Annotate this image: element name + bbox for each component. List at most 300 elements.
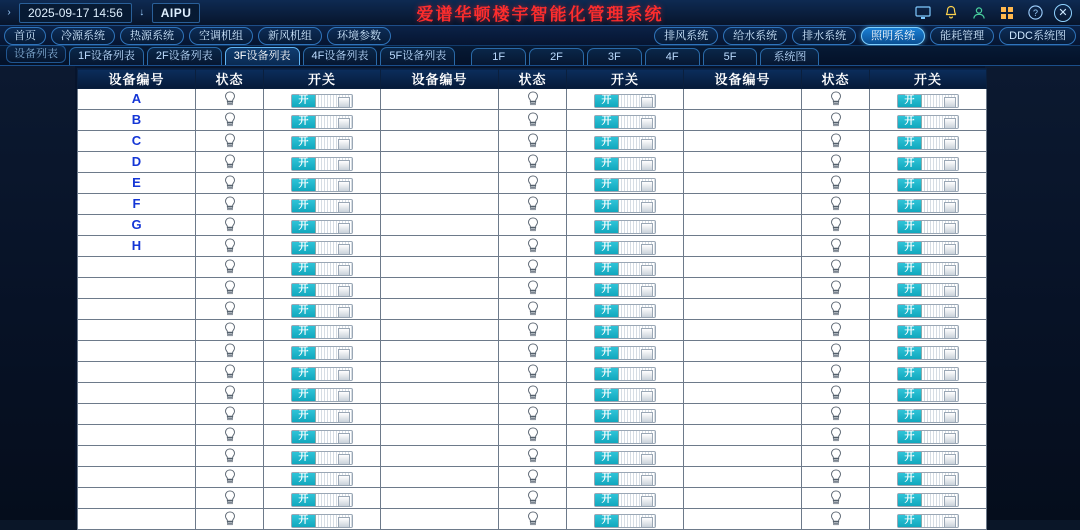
device-switch[interactable] xyxy=(594,157,656,171)
device-switch[interactable] xyxy=(291,346,353,360)
switch-on-label: 开 xyxy=(292,179,316,191)
nav-item-home[interactable]: 首页 xyxy=(4,27,46,45)
cell-device-id xyxy=(78,236,196,257)
cell-switch[interactable] xyxy=(567,488,684,509)
cell-switch[interactable] xyxy=(567,110,684,131)
nav-item-energy-management[interactable]: 能耗管理 xyxy=(930,27,994,45)
switch-track[interactable] xyxy=(922,515,958,527)
cell-switch[interactable] xyxy=(870,278,987,299)
switch-track[interactable] xyxy=(619,263,655,275)
cell-device-id xyxy=(684,152,802,173)
cell-switch[interactable] xyxy=(264,215,381,236)
table-row xyxy=(78,236,987,257)
device-switch[interactable] xyxy=(594,367,656,381)
switch-track[interactable] xyxy=(619,95,655,107)
table-header-row xyxy=(78,69,987,89)
switch-track[interactable] xyxy=(316,137,352,149)
switch-track[interactable] xyxy=(619,410,655,422)
tab-2f-device-list[interactable]: 2F设备列表 xyxy=(147,47,222,65)
cell-status xyxy=(499,299,567,320)
switch-track[interactable] xyxy=(619,242,655,254)
cell-status xyxy=(196,341,264,362)
switch-track[interactable] xyxy=(922,200,958,212)
cell-switch[interactable] xyxy=(870,257,987,278)
cell-switch[interactable] xyxy=(567,404,684,425)
device-switch[interactable] xyxy=(594,472,656,486)
device-switch[interactable] xyxy=(594,451,656,465)
cell-switch[interactable] xyxy=(870,467,987,488)
device-switch[interactable] xyxy=(594,199,656,213)
cell-switch[interactable] xyxy=(870,383,987,404)
switch-track[interactable] xyxy=(922,158,958,170)
cell-switch[interactable] xyxy=(870,194,987,215)
switch-track[interactable] xyxy=(316,473,352,485)
device-switch[interactable] xyxy=(897,514,959,528)
cell-switch[interactable] xyxy=(870,236,987,257)
switch-on-label: 开 xyxy=(292,305,316,317)
switch-track[interactable] xyxy=(922,179,958,191)
device-switch[interactable] xyxy=(897,115,959,129)
switch-track[interactable] xyxy=(316,347,352,359)
cell-status xyxy=(196,173,264,194)
device-switch[interactable] xyxy=(594,514,656,528)
cell-switch[interactable] xyxy=(567,215,684,236)
device-switch[interactable] xyxy=(291,115,353,129)
close-icon[interactable]: ✕ xyxy=(1054,4,1072,22)
lightbulb-icon xyxy=(221,237,239,254)
device-switch[interactable] xyxy=(594,325,656,339)
tab-bar xyxy=(0,46,1080,66)
device-switch[interactable] xyxy=(897,409,959,423)
switch-track[interactable] xyxy=(316,284,352,296)
lightbulb-icon xyxy=(221,342,239,359)
switch-track[interactable] xyxy=(922,221,958,233)
device-switch[interactable] xyxy=(594,283,656,297)
device-switch[interactable] xyxy=(897,430,959,444)
lightbulb-icon xyxy=(524,405,542,422)
switch-track[interactable] xyxy=(922,137,958,149)
cell-switch[interactable] xyxy=(264,404,381,425)
cell-switch[interactable] xyxy=(870,89,987,110)
tab-2f[interactable]: 2F xyxy=(529,48,584,65)
switch-track[interactable] xyxy=(922,284,958,296)
cell-status xyxy=(196,467,264,488)
cell-device-id xyxy=(381,236,499,257)
cell-switch[interactable] xyxy=(264,341,381,362)
device-switch[interactable] xyxy=(594,388,656,402)
device-switch[interactable] xyxy=(897,136,959,150)
nav-item-water-supply[interactable]: 给水系统 xyxy=(723,27,787,45)
cell-switch[interactable] xyxy=(264,383,381,404)
nav-item-lighting[interactable]: 照明系统 xyxy=(861,27,925,45)
device-switch[interactable] xyxy=(291,262,353,276)
cell-switch[interactable] xyxy=(870,446,987,467)
cell-switch[interactable] xyxy=(567,446,684,467)
nav-item-drainage[interactable]: 排水系统 xyxy=(792,27,856,45)
cell-switch[interactable] xyxy=(264,173,381,194)
device-switch[interactable] xyxy=(291,514,353,528)
device-switch[interactable] xyxy=(291,178,353,192)
cell-device-id xyxy=(684,467,802,488)
switch-track[interactable] xyxy=(316,221,352,233)
switch-track[interactable] xyxy=(316,158,352,170)
cell-switch[interactable] xyxy=(264,299,381,320)
device-switch[interactable] xyxy=(897,262,959,276)
switch-track[interactable] xyxy=(619,494,655,506)
nav-item-cold-source[interactable]: 冷源系统 xyxy=(51,27,115,45)
cell-switch[interactable] xyxy=(264,194,381,215)
cell-status xyxy=(196,278,264,299)
collapse-arrow-icon[interactable]: › xyxy=(7,7,11,18)
lightbulb-icon xyxy=(524,132,542,149)
tab-1f-device-list[interactable]: 1F设备列表 xyxy=(69,47,144,65)
cell-switch[interactable] xyxy=(870,509,987,530)
switch-track[interactable] xyxy=(316,326,352,338)
switch-on-label: 开 xyxy=(595,95,619,107)
switch-track[interactable] xyxy=(316,179,352,191)
cell-switch[interactable] xyxy=(567,320,684,341)
cell-device-id xyxy=(684,509,802,530)
cell-device-id xyxy=(78,194,196,215)
device-switch[interactable] xyxy=(594,115,656,129)
device-switch[interactable] xyxy=(291,409,353,423)
cell-switch[interactable] xyxy=(264,362,381,383)
cell-status xyxy=(802,488,870,509)
switch-track[interactable] xyxy=(316,368,352,380)
cell-switch[interactable] xyxy=(870,110,987,131)
device-switch[interactable] xyxy=(594,493,656,507)
monitor-icon[interactable] xyxy=(914,4,932,22)
cell-device-id xyxy=(78,509,196,530)
nav-item-fresh-air-unit[interactable]: 新风机组 xyxy=(258,27,322,45)
tab-3f[interactable]: 3F xyxy=(587,48,642,65)
device-switch[interactable] xyxy=(594,136,656,150)
tab-4f-device-list[interactable]: 4F设备列表 xyxy=(303,47,378,65)
switch-track[interactable] xyxy=(316,305,352,317)
cell-device-id xyxy=(381,362,499,383)
cell-switch[interactable] xyxy=(870,320,987,341)
cell-status xyxy=(499,362,567,383)
switch-on-label: 开 xyxy=(292,158,316,170)
device-switch[interactable] xyxy=(897,367,959,381)
cell-switch[interactable] xyxy=(567,467,684,488)
tab-1f[interactable]: 1F xyxy=(471,48,526,65)
user-icon[interactable] xyxy=(970,4,988,22)
switch-track[interactable] xyxy=(922,368,958,380)
table-row xyxy=(78,509,987,530)
cell-switch[interactable] xyxy=(264,320,381,341)
device-switch[interactable] xyxy=(897,451,959,465)
tab-4f[interactable]: 4F xyxy=(645,48,700,65)
device-switch[interactable] xyxy=(594,241,656,255)
cell-device-id xyxy=(78,173,196,194)
cell-switch[interactable] xyxy=(264,131,381,152)
nav-item-ac-unit[interactable]: 空调机组 xyxy=(189,27,253,45)
device-arrow-icon[interactable]: ↓ xyxy=(139,7,145,18)
switch-on-label: 开 xyxy=(898,326,922,338)
cell-device-id xyxy=(381,110,499,131)
switch-track[interactable] xyxy=(619,389,655,401)
cell-switch[interactable] xyxy=(567,299,684,320)
switch-track[interactable] xyxy=(922,347,958,359)
switch-track[interactable] xyxy=(316,410,352,422)
device-switch[interactable] xyxy=(897,241,959,255)
switch-track[interactable] xyxy=(316,95,352,107)
switch-track[interactable] xyxy=(619,305,655,317)
switch-track[interactable] xyxy=(619,368,655,380)
cell-switch[interactable] xyxy=(567,152,684,173)
lightbulb-icon xyxy=(221,174,239,191)
cell-status xyxy=(499,173,567,194)
device-switch[interactable] xyxy=(594,262,656,276)
cell-device-id xyxy=(78,278,196,299)
cell-switch[interactable] xyxy=(264,278,381,299)
cell-device-id xyxy=(381,404,499,425)
cell-switch[interactable] xyxy=(870,488,987,509)
device-switch[interactable] xyxy=(291,493,353,507)
table-row xyxy=(78,488,987,509)
switch-track[interactable] xyxy=(316,494,352,506)
cell-switch[interactable] xyxy=(567,341,684,362)
device-switch[interactable] xyxy=(594,304,656,318)
switch-on-label: 开 xyxy=(292,284,316,296)
nav-item-heat-source[interactable]: 热源系统 xyxy=(120,27,184,45)
device-switch[interactable] xyxy=(594,220,656,234)
cell-switch[interactable] xyxy=(264,425,381,446)
switch-track[interactable] xyxy=(619,200,655,212)
switch-track[interactable] xyxy=(316,452,352,464)
switch-track[interactable] xyxy=(316,200,352,212)
main-nav xyxy=(0,26,1080,46)
cell-switch[interactable] xyxy=(264,89,381,110)
device-switch[interactable] xyxy=(291,241,353,255)
cell-status xyxy=(196,299,264,320)
lightbulb-icon xyxy=(827,258,845,275)
device-switch[interactable] xyxy=(897,304,959,318)
device-switch[interactable] xyxy=(897,94,959,108)
switch-track[interactable] xyxy=(619,473,655,485)
cell-switch[interactable] xyxy=(567,131,684,152)
tab-device-list-ghost[interactable]: 设备列表 xyxy=(6,45,66,63)
switch-on-label: 开 xyxy=(595,473,619,485)
switch-on-label: 开 xyxy=(292,431,316,443)
device-switch[interactable] xyxy=(291,136,353,150)
cell-status xyxy=(196,404,264,425)
cell-switch[interactable] xyxy=(870,404,987,425)
device-id-text: B xyxy=(131,112,142,127)
cell-status xyxy=(196,110,264,131)
switch-on-label: 开 xyxy=(292,242,316,254)
switch-track[interactable] xyxy=(922,326,958,338)
tab-3f-device-list[interactable]: 3F设备列表 xyxy=(225,47,300,65)
switch-track[interactable] xyxy=(922,410,958,422)
device-switch[interactable] xyxy=(897,472,959,486)
nav-item-environment-params[interactable]: 环境参数 xyxy=(327,27,391,45)
device-switch[interactable] xyxy=(897,283,959,297)
cell-switch[interactable] xyxy=(567,278,684,299)
cell-status xyxy=(499,425,567,446)
switch-track[interactable] xyxy=(619,179,655,191)
cell-switch[interactable] xyxy=(567,89,684,110)
switch-track[interactable] xyxy=(922,389,958,401)
cell-switch[interactable] xyxy=(264,467,381,488)
table-row xyxy=(78,383,987,404)
cell-status xyxy=(196,446,264,467)
device-switch[interactable] xyxy=(897,220,959,234)
switch-track[interactable] xyxy=(922,452,958,464)
bell-icon[interactable] xyxy=(942,4,960,22)
switch-track[interactable] xyxy=(619,221,655,233)
nav-item-ddc-diagram[interactable]: DDC系统图 xyxy=(999,27,1076,45)
device-switch[interactable] xyxy=(594,430,656,444)
cell-switch[interactable] xyxy=(870,173,987,194)
switch-on-label: 开 xyxy=(898,116,922,128)
datetime-display: 2025-09-17 14:56 xyxy=(19,3,132,23)
cell-switch[interactable] xyxy=(264,110,381,131)
lightbulb-icon xyxy=(524,237,542,254)
cell-switch[interactable] xyxy=(567,362,684,383)
tab-system-diagram[interactable]: 系统图 xyxy=(760,48,819,65)
table-row xyxy=(78,425,987,446)
switch-track[interactable] xyxy=(619,515,655,527)
switch-track[interactable] xyxy=(316,263,352,275)
cell-switch[interactable] xyxy=(264,257,381,278)
switch-on-label: 开 xyxy=(595,368,619,380)
device-switch[interactable] xyxy=(897,325,959,339)
switch-track[interactable] xyxy=(619,326,655,338)
lightbulb-icon xyxy=(524,153,542,170)
switch-track[interactable] xyxy=(922,473,958,485)
cell-status xyxy=(802,257,870,278)
switch-track[interactable] xyxy=(922,305,958,317)
device-switch[interactable] xyxy=(594,346,656,360)
switch-track[interactable] xyxy=(922,263,958,275)
switch-track[interactable] xyxy=(619,347,655,359)
device-switch[interactable] xyxy=(897,178,959,192)
cell-status xyxy=(802,404,870,425)
device-switch[interactable] xyxy=(897,346,959,360)
cell-switch[interactable] xyxy=(870,425,987,446)
cell-switch[interactable] xyxy=(264,509,381,530)
switch-track[interactable] xyxy=(619,284,655,296)
device-switch[interactable] xyxy=(291,367,353,381)
device-switch[interactable] xyxy=(291,283,353,297)
tab-5f[interactable]: 5F xyxy=(703,48,758,65)
switch-track[interactable] xyxy=(619,137,655,149)
cell-switch[interactable] xyxy=(567,194,684,215)
cell-switch[interactable] xyxy=(264,488,381,509)
lightbulb-icon xyxy=(827,342,845,359)
device-switch[interactable] xyxy=(897,157,959,171)
cell-switch[interactable] xyxy=(567,509,684,530)
nav-item-exhaust-system[interactable]: 排风系统 xyxy=(654,27,718,45)
cell-switch[interactable] xyxy=(567,173,684,194)
switch-track[interactable] xyxy=(619,431,655,443)
cell-status xyxy=(196,362,264,383)
device-switch[interactable] xyxy=(897,199,959,213)
switch-track[interactable] xyxy=(922,95,958,107)
cell-switch[interactable] xyxy=(870,362,987,383)
lightbulb-icon xyxy=(221,216,239,233)
tab-5f-device-list[interactable]: 5F设备列表 xyxy=(380,47,455,65)
cell-switch[interactable] xyxy=(870,299,987,320)
device-switch[interactable] xyxy=(291,472,353,486)
switch-on-label: 开 xyxy=(292,137,316,149)
device-switch[interactable] xyxy=(291,388,353,402)
switch-track[interactable] xyxy=(922,116,958,128)
cell-status xyxy=(802,425,870,446)
device-switch[interactable] xyxy=(594,409,656,423)
lightbulb-icon xyxy=(524,300,542,317)
lightbulb-icon xyxy=(524,258,542,275)
lightbulb-icon xyxy=(827,195,845,212)
cell-switch[interactable] xyxy=(870,152,987,173)
lightbulb-icon xyxy=(221,363,239,380)
switch-track[interactable] xyxy=(922,494,958,506)
cell-status xyxy=(196,488,264,509)
cell-switch[interactable] xyxy=(567,257,684,278)
cell-device-id xyxy=(78,89,196,110)
switch-track[interactable] xyxy=(619,452,655,464)
device-switch[interactable] xyxy=(291,94,353,108)
cell-status xyxy=(499,341,567,362)
switch-on-label: 开 xyxy=(292,410,316,422)
cell-switch[interactable] xyxy=(567,425,684,446)
cell-switch[interactable] xyxy=(567,236,684,257)
device-switch[interactable] xyxy=(594,94,656,108)
switch-on-label: 开 xyxy=(595,494,619,506)
grid-icon[interactable] xyxy=(998,4,1016,22)
cell-switch[interactable] xyxy=(264,236,381,257)
lightbulb-icon xyxy=(221,300,239,317)
cell-switch[interactable] xyxy=(870,131,987,152)
device-switch[interactable] xyxy=(291,220,353,234)
device-switch[interactable] xyxy=(291,430,353,444)
help-icon[interactable] xyxy=(1026,4,1044,22)
switch-track[interactable] xyxy=(316,515,352,527)
device-switch[interactable] xyxy=(594,178,656,192)
device-id-text: D xyxy=(131,154,142,169)
switch-on-label: 开 xyxy=(898,200,922,212)
switch-track[interactable] xyxy=(922,242,958,254)
cell-switch[interactable] xyxy=(870,341,987,362)
device-switch[interactable] xyxy=(897,493,959,507)
cell-switch[interactable] xyxy=(264,446,381,467)
device-switch[interactable] xyxy=(291,157,353,171)
switch-track[interactable] xyxy=(316,431,352,443)
cell-status xyxy=(196,194,264,215)
cell-switch[interactable] xyxy=(264,152,381,173)
switch-track[interactable] xyxy=(316,389,352,401)
lightbulb-icon xyxy=(827,132,845,149)
device-switch[interactable] xyxy=(897,388,959,402)
device-switch[interactable] xyxy=(291,199,353,213)
switch-track[interactable] xyxy=(922,431,958,443)
device-switch[interactable] xyxy=(291,325,353,339)
title-bar xyxy=(0,0,1080,26)
switch-track[interactable] xyxy=(316,242,352,254)
cell-switch[interactable] xyxy=(567,383,684,404)
device-switch[interactable] xyxy=(291,304,353,318)
switch-track[interactable] xyxy=(619,158,655,170)
cell-switch[interactable] xyxy=(870,215,987,236)
switch-track[interactable] xyxy=(619,116,655,128)
switch-track[interactable] xyxy=(316,116,352,128)
cell-status xyxy=(802,215,870,236)
cell-device-id xyxy=(78,320,196,341)
device-switch[interactable] xyxy=(291,451,353,465)
cell-device-id xyxy=(78,341,196,362)
